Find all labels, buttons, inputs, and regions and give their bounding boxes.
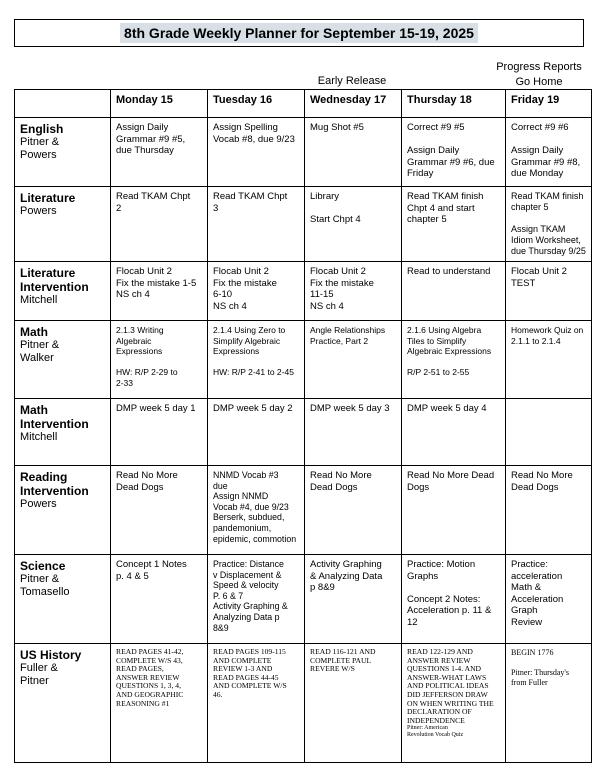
subject-name: Literature Intervention xyxy=(20,266,89,294)
table-row xyxy=(15,644,592,763)
assignment-cell xyxy=(506,399,592,466)
assignment-cell: READ PAGES 41-42, COMPLETE W/S 43, READ PAGES, ANSWER REVIEW QUESTIONS 1, 3, 4, AND GEOGRAPHIC REASONING #1 xyxy=(111,644,208,763)
subject-name: Science xyxy=(20,559,66,573)
day-header: Friday 19 xyxy=(506,90,592,118)
header-row xyxy=(15,90,592,118)
subject-cell xyxy=(15,555,111,644)
subject-teachers: Pitner & Powers xyxy=(20,136,60,161)
assignment-cell: Angle Relationships Practice, Part 2 xyxy=(305,321,402,399)
subject-cell xyxy=(15,399,111,466)
assignment-cell: NNMD Vocab #3 due Assign NNMD Vocab #4, due 9/23 Berserk, subdued, pandemonium, epidemic, commotion xyxy=(208,466,305,555)
assignment-cell: Correct #9 #6 Assign Daily Grammar #9 #8, due Monday xyxy=(506,118,592,187)
assignment-cell: Concept 1 Notes p. 4 & 5 xyxy=(111,555,208,644)
assignment-cell: Assign Spelling Vocab #8, due 9/23 xyxy=(208,118,305,187)
assignment-cell: DMP week 5 day 3 xyxy=(305,399,402,466)
assignment-cell: DMP week 5 day 1 xyxy=(111,399,208,466)
subject-teachers: Pitner & Walker xyxy=(20,339,60,364)
day-header: Monday 15 xyxy=(111,90,208,118)
assignment-cell: READ PAGES 109-115 AND COMPLETE REVIEW 1-3 AND READ PAGES 44-45 AND COMPLETE W/S 46. xyxy=(208,644,305,763)
subject-teachers: Powers xyxy=(20,498,57,510)
table-row xyxy=(15,187,592,262)
assignment-cell: Read No More Dead Dogs xyxy=(402,466,506,555)
assignment-cell: Practice: acceleration Math & Acceleration Graph Review xyxy=(506,555,592,644)
assignment-cell: Practice: Distance v Displacement & Speed & velocity P. 6 & 7 Activity Graphing & Analyzing Data p 8&9 xyxy=(208,555,305,644)
assignment-cell: Practice: Motion Graphs Concept 2 Notes: Acceleration p. 11 & 12 xyxy=(402,555,506,644)
subject-cell xyxy=(15,187,111,262)
assignment-cell: Read to understand xyxy=(402,262,506,321)
subject-name: Math xyxy=(20,325,48,339)
assignment-cell: READ 116-121 AND COMPLETE PAUL REVERE W/S xyxy=(305,644,402,763)
assignment-cell: Activity Graphing & Analyzing Data p 8&9 xyxy=(305,555,402,644)
assignment-text: READ 122-129 AND ANSWER REVIEW QUESTIONS 1-4. AND ANSWER-WHAT LAWS AND POLITICAL IDEAS DID JEFFERSON DRAW ON WHEN WRITING THE DECLARATION OF INDEPENDENCE xyxy=(407,647,494,725)
subject-name: Literature xyxy=(20,191,76,205)
assignment-cell: Homework Quiz on 2.1.1 to 2.1.4 xyxy=(506,321,592,399)
assignment-cell: Flocab Unit 2 TEST xyxy=(506,262,592,321)
assignment-cell: Mug Shot #5 xyxy=(305,118,402,187)
day-header: Thursday 18 xyxy=(402,90,506,118)
subject-teachers: Fuller & Pitner xyxy=(20,662,58,687)
assignment-cell: Correct #9 #5 Assign Daily Grammar #9 #6, due Friday xyxy=(402,118,506,187)
subject-cell xyxy=(15,262,111,321)
assignment-cell: Read TKAM Chpt 2 xyxy=(111,187,208,262)
assignment-cell: Read No More Dead Dogs xyxy=(111,466,208,555)
assignment-cell: Read TKAM finish Chpt 4 and start chapter 5 xyxy=(402,187,506,262)
day-header: Tuesday 16 xyxy=(208,90,305,118)
table-row xyxy=(15,118,592,187)
table-row xyxy=(15,555,592,644)
vocab-quiz-note: Pitner: American Revolution Vocab Quiz xyxy=(407,725,464,739)
planner-table xyxy=(14,89,592,763)
assignment-cell: Read TKAM finish chapter 5 Assign TKAM Idiom Worksheet, due Thursday 9/25 xyxy=(506,187,592,262)
subject-name: English xyxy=(20,122,64,136)
day-header: Wednesday 17 xyxy=(305,90,402,118)
assignment-cell: Read No More Dead Dogs xyxy=(506,466,592,555)
progress-reports-note: Progress Reports Go Home xyxy=(496,61,582,88)
assignment-cell xyxy=(402,644,506,763)
assignment-cell: Flocab Unit 2 Fix the mistake 11-15 NS ch 4 xyxy=(305,262,402,321)
subject-cell xyxy=(15,118,111,187)
assignment-cell: Library Start Chpt 4 xyxy=(305,187,402,262)
assignment-cell: 2.1.4 Using Zero to Simplify Algebraic Expressions HW: R/P 2-41 to 2-45 xyxy=(208,321,305,399)
subject-teachers: Pitner & Tomasello xyxy=(20,573,70,598)
table-row xyxy=(15,399,592,466)
assignment-cell: Assign Daily Grammar #9 #5, due Thursday xyxy=(111,118,208,187)
assignment-cell: BEGIN 1776 Pitner: Thursday's from Fuller xyxy=(506,644,592,763)
title-box xyxy=(14,19,584,47)
assignment-cell: Flocab Unit 2 Fix the mistake 1-5 NS ch 4 xyxy=(111,262,208,321)
assignment-cell: DMP week 5 day 2 xyxy=(208,399,305,466)
table-row xyxy=(15,262,592,321)
assignment-cell: DMP week 5 day 4 xyxy=(402,399,506,466)
table-row xyxy=(15,321,592,399)
assignment-cell: Read No More Dead Dogs xyxy=(305,466,402,555)
assignment-cell: 2.1.3 Writing Algebraic Expressions HW: R/P 2-29 to 2-33 xyxy=(111,321,208,399)
table-row xyxy=(15,466,592,555)
early-release-note: Early Release xyxy=(317,75,387,87)
subject-teachers: Mitchell xyxy=(20,431,58,443)
subject-cell xyxy=(15,644,111,763)
assignment-cell: Flocab Unit 2 Fix the mistake 6-10 NS ch 4 xyxy=(208,262,305,321)
subject-name: Math Intervention xyxy=(20,403,89,431)
corner-cell xyxy=(15,90,111,118)
page-title: 8th Grade Weekly Planner for September 15-19, 2025 xyxy=(120,23,478,43)
subject-cell xyxy=(15,466,111,555)
subject-name: US History xyxy=(20,648,82,662)
subject-teachers: Mitchell xyxy=(20,294,58,306)
assignment-cell: Read TKAM Chpt 3 xyxy=(208,187,305,262)
assignment-cell: 2.1.6 Using Algebra Tiles to Simplify Algebraic Expressions R/P 2-51 to 2-55 xyxy=(402,321,506,399)
subject-teachers: Powers xyxy=(20,205,57,217)
subject-name: Reading Intervention xyxy=(20,470,89,498)
subject-cell xyxy=(15,321,111,399)
